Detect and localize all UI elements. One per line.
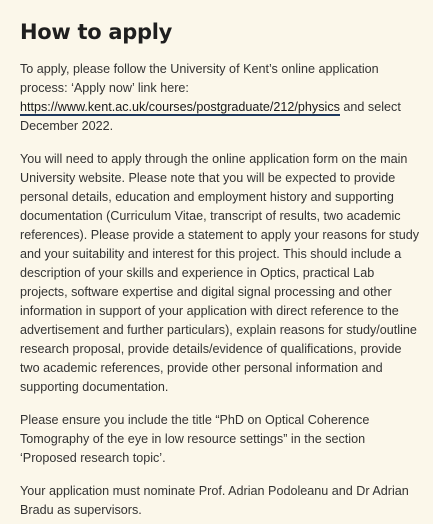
section-title: How to apply [20,20,173,44]
apply-instructions-tail: and select December 2022. [20,100,401,133]
apply-now-link[interactable]: https://www.kent.ac.uk/courses/postgraduate/212/physics [20,100,340,114]
apply-instructions-text: To apply, please follow the University of Kent’s online application process: ‘Apply now’ link here: [20,62,379,95]
supervisors-paragraph: Your application must nominate Prof. Adrian Podoleanu and Dr Adrian Bradu as supervisors. [20,484,409,517]
application-form-paragraph: You will need to apply through the online application form on the main University website. Please note that you will be expected to provide personal details, education and employment history and supporting documentation (Curriculum Vitae, transcript of results, two academic references). Please provide a statement to apply your reasons for study and your suitability and interest for this project. This should include a description of your skills and experience in Optics, practical Lab projects, software expertise and digital signal processing and other information in support of your application with direct reference to the advertisement and further particulars), explain reasons for study/outline research proposal, provide details/evidence of qualifications, provide two academic references, provide other personal information and supporting documentation. [20,152,420,394]
apply-instructions-paragraph [20,60,421,136]
research-title-paragraph: Please ensure you include the title “PhD on Optical Coherence Tomography of the eye in low resource settings” in the section ‘Proposed research topic’. [20,413,370,465]
